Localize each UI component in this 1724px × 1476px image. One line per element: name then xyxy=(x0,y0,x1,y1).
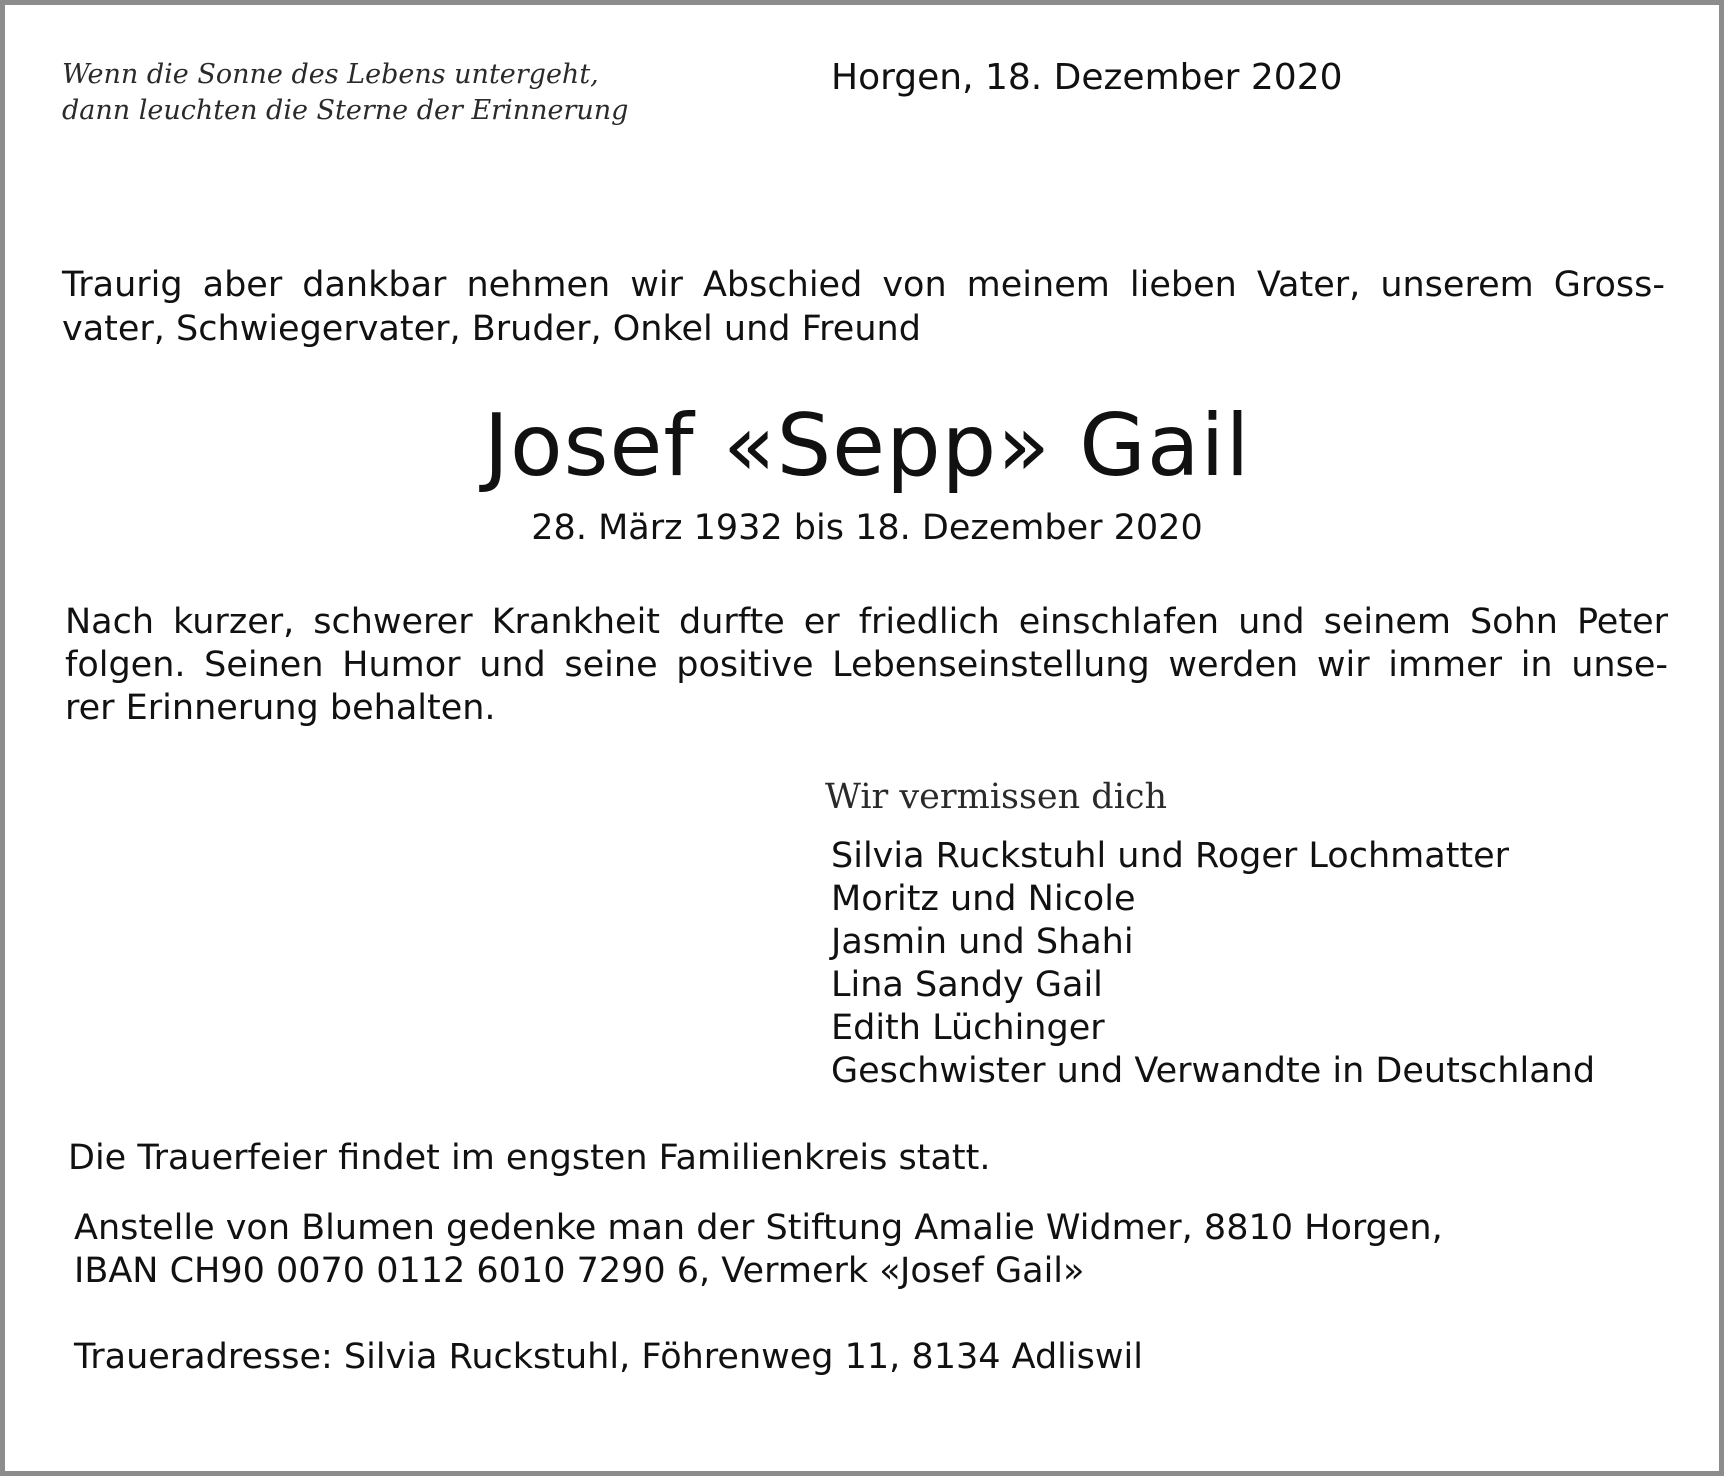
mourning-address: Traueradresse: Silvia Ruckstuhl, Föhrenweg 11, 8134 Adliswil xyxy=(74,1337,1143,1377)
motto-line: Wenn die Sonne des Lebens untergeht, xyxy=(62,59,599,90)
donation-line: IBAN CH90 0070 0112 6010 7290 6, Vermerk «Josef Gail» xyxy=(74,1251,1085,1291)
ceremony-note: Die Trauerfeier findet im engsten Familienkreis statt. xyxy=(68,1138,991,1178)
mourner-name: Jasmin und Shahi xyxy=(831,922,1134,962)
mourner-name: Silvia Ruckstuhl und Roger Lochmatter xyxy=(831,836,1510,876)
mourner-name: Moritz und Nicole xyxy=(831,879,1136,919)
donation-note xyxy=(74,1207,1443,1293)
motto-quote xyxy=(62,57,628,129)
mourners-list xyxy=(831,835,1595,1093)
body-line: Nach kurzer, schwerer Krankheit durfte er friedlich einschlafen und seinem Sohn Peter xyxy=(65,602,1668,642)
mourner-name: Geschwister und Verwandte in Deutschland xyxy=(831,1051,1596,1091)
donation-line: Anstelle von Blumen gedenke man der Stiftung Amalie Widmer, 8810 Horgen, xyxy=(74,1208,1443,1248)
mourner-name: Edith Lüchinger xyxy=(831,1008,1105,1048)
mourners-heading: Wir vermissen dich xyxy=(825,777,1168,817)
intro-line: Traurig aber dankbar nehmen wir Abschied von meinem lieben Vater, unserem Gross- xyxy=(62,265,1665,305)
intro-paragraph xyxy=(62,263,1665,351)
lifespan-dates: 28. März 1932 bis 18. Dezember 2020 xyxy=(531,508,1203,548)
motto-line: dann leuchten die Sterne der Erinnerung xyxy=(62,95,629,126)
intro-line: vater, Schwiegervater, Bruder, Onkel und Freund xyxy=(62,309,921,349)
deceased-name: Josef «Sepp» Gail xyxy=(483,396,1251,496)
place-date: Horgen, 18. Dezember 2020 xyxy=(831,57,1343,98)
body-line: rer Erinnerung behalten. xyxy=(65,688,496,728)
body-paragraph xyxy=(65,601,1668,730)
body-line: folgen. Seinen Humor und seine positive Lebenseinstellung werden wir immer in unse- xyxy=(65,645,1668,685)
mourner-name: Lina Sandy Gail xyxy=(831,965,1103,1005)
